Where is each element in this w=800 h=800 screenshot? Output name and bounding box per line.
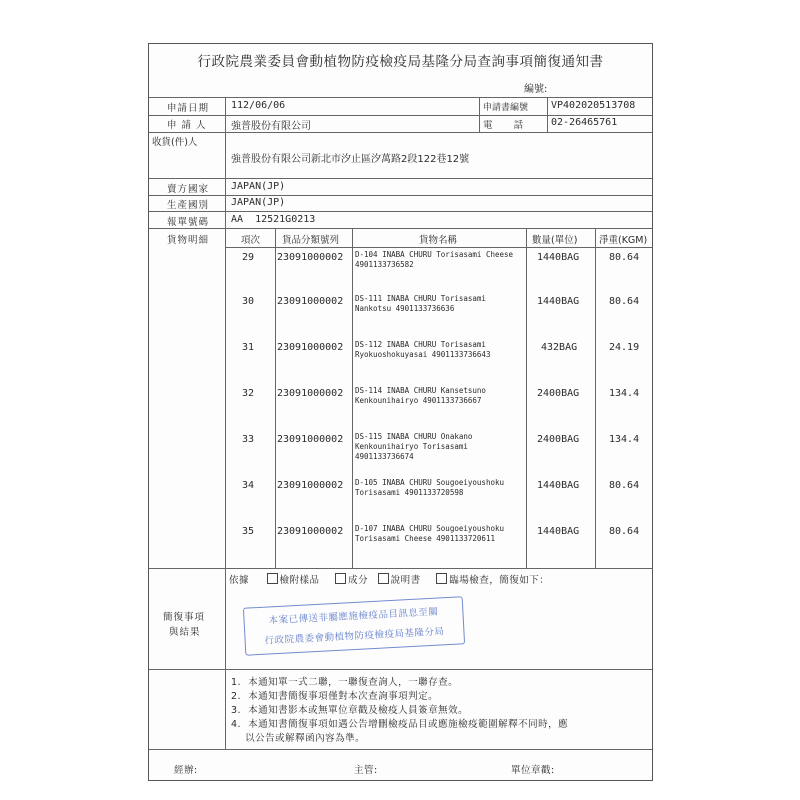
cell-goods-name: D-107 INABA CHURU Sougoeiyoushoku Torisasami Cheese 4901133720611 [355,524,505,543]
applicant-value: 強普股份有限公司 [231,121,311,132]
goods-detail-label: 貨物明細 [167,235,210,246]
col-header-weight: 淨重(KGM) [599,235,648,246]
cell-code: 23091000002 [277,526,344,537]
cell-quantity: 1440BAG [537,296,580,307]
checkbox-sample[interactable] [267,573,278,584]
cell-goods-name: D-104 INABA CHURU Torisasami Cheese 4901133736582 [355,250,514,269]
supervisor-label: 主管: [354,765,378,776]
cell-item-no: 31 [242,342,255,353]
checkbox-onsite-inspection[interactable] [436,573,447,584]
declaration-number-label: 報單號碼 [167,217,210,228]
cell-item-no: 35 [242,526,255,537]
option-onsite-label: 臨場檢查，簡復如下： [449,575,550,586]
notice-document [148,43,653,781]
phone-value: 02-26465761 [551,117,618,128]
origin-country-value: JAPAN(JP) [231,197,286,208]
phone-label: 電 話 [483,120,525,131]
seller-country-label: 賣方國家 [167,184,210,195]
reply-label-line2: 與結果 [169,627,201,638]
note-4: 4. 本通知書簡復事項如遇公告增刪檢疫品目或應施檢疫範圍解釋不同時，應 [231,719,569,730]
cell-weight: 80.64 [609,296,640,307]
cell-weight: 134.4 [609,434,640,445]
consignee-label: 收貨(件)人 [152,137,198,148]
cell-weight: 134.4 [609,388,640,399]
option-sample-label: 檢附樣品 [279,575,320,586]
cell-code: 23091000002 [277,342,344,353]
cell-goods-name: DS-114 INABA CHURU Kansetsuno Kenkounihairyo 4901133736667 [355,386,486,405]
option-ingredient-label: 成分 [348,575,369,586]
note-2: 2. 本通知書簡復事項僅對本次查詢事項判定。 [231,691,439,702]
checkbox-ingredient[interactable] [335,573,346,584]
cell-item-no: 33 [242,434,255,445]
cell-quantity: 2400BAG [537,388,580,399]
seller-country-value: JAPAN(JP) [231,181,286,192]
application-number-label: 申請書編號 [483,103,529,113]
cell-item-no: 34 [242,480,255,491]
cell-goods-name: DS-115 INABA CHURU Onakano Kenkounihairyo Torisasami 4901133736674 [355,432,473,461]
application-number-value: VP402020513708 [551,100,636,111]
origin-country-label: 生產國別 [167,200,210,211]
col-header-item: 項次 [241,235,261,246]
cell-code: 23091000002 [277,434,344,445]
cell-weight: 80.64 [609,526,640,537]
cell-item-no: 29 [242,252,255,263]
note-3: 3. 本通知書影本或無單位章戳及檢疫人員簽章無效。 [231,705,469,716]
stamp-line2: 行政院農委會動植物防疫檢疫局基隆分局 [264,626,445,647]
cell-code: 23091000002 [277,252,344,263]
declaration-number-value: AA 12521G0213 [231,214,316,225]
checkbox-manual[interactable] [378,573,389,584]
option-manual-label: 說明書 [390,575,421,586]
cell-goods-name: DS-112 INABA CHURU Torisasami Ryokuoshokuyasai 4901133736643 [355,340,491,359]
cell-quantity: 432BAG [541,342,578,353]
cell-code: 23091000002 [277,388,344,399]
cell-item-no: 32 [242,388,255,399]
cell-code: 23091000002 [277,480,344,491]
cell-goods-name: DS-111 INABA CHURU Torisasami Nankotsu 4901133736636 [355,294,486,313]
col-header-quantity: 數量(單位) [532,235,578,246]
note-4-continued: 以公告或解釋函內容為準。 [231,733,366,744]
document-title: 行政院農業委員會動植物防疫檢疫局基隆分局查詢事項簡復通知書 [197,54,604,70]
blue-stamp [243,596,465,655]
cell-item-no: 30 [242,296,255,307]
apply-date-label: 申請日期 [167,103,210,114]
cell-weight: 24.19 [609,342,640,353]
document-number-label: 編號: [524,84,548,95]
col-header-code: 貨品分類號列 [282,235,340,246]
applicant-label: 申 請 人 [167,120,207,131]
note-1: 1. 本通知單一式二聯，一聯復查詢人，一聯存查。 [231,677,459,688]
cell-quantity: 2400BAG [537,434,580,445]
cell-quantity: 1440BAG [537,252,580,263]
reply-options [229,572,549,586]
cell-code: 23091000002 [277,296,344,307]
handler-label: 經辦: [174,765,198,776]
cell-weight: 80.64 [609,252,640,263]
basis-label: 依據 [229,575,250,586]
col-header-name: 貨物名稱 [419,235,458,246]
consignee-value: 強普股份有限公司新北市汐止區汐萬路2段122巷12號 [231,154,470,165]
cell-quantity: 1440BAG [537,480,580,491]
cell-quantity: 1440BAG [537,526,580,537]
apply-date-value: 112/06/06 [231,100,286,111]
reply-label-line1: 簡復事項 [163,612,206,623]
stamp-line1: 本案已傳送非屬應施檢疫品目訊息至關 [268,606,439,627]
cell-goods-name: D-105 INABA CHURU Sougoeiyoushoku Torisasami 4901133720598 [355,478,505,497]
cell-weight: 80.64 [609,480,640,491]
unit-seal-label: 單位章戳: [511,765,555,776]
